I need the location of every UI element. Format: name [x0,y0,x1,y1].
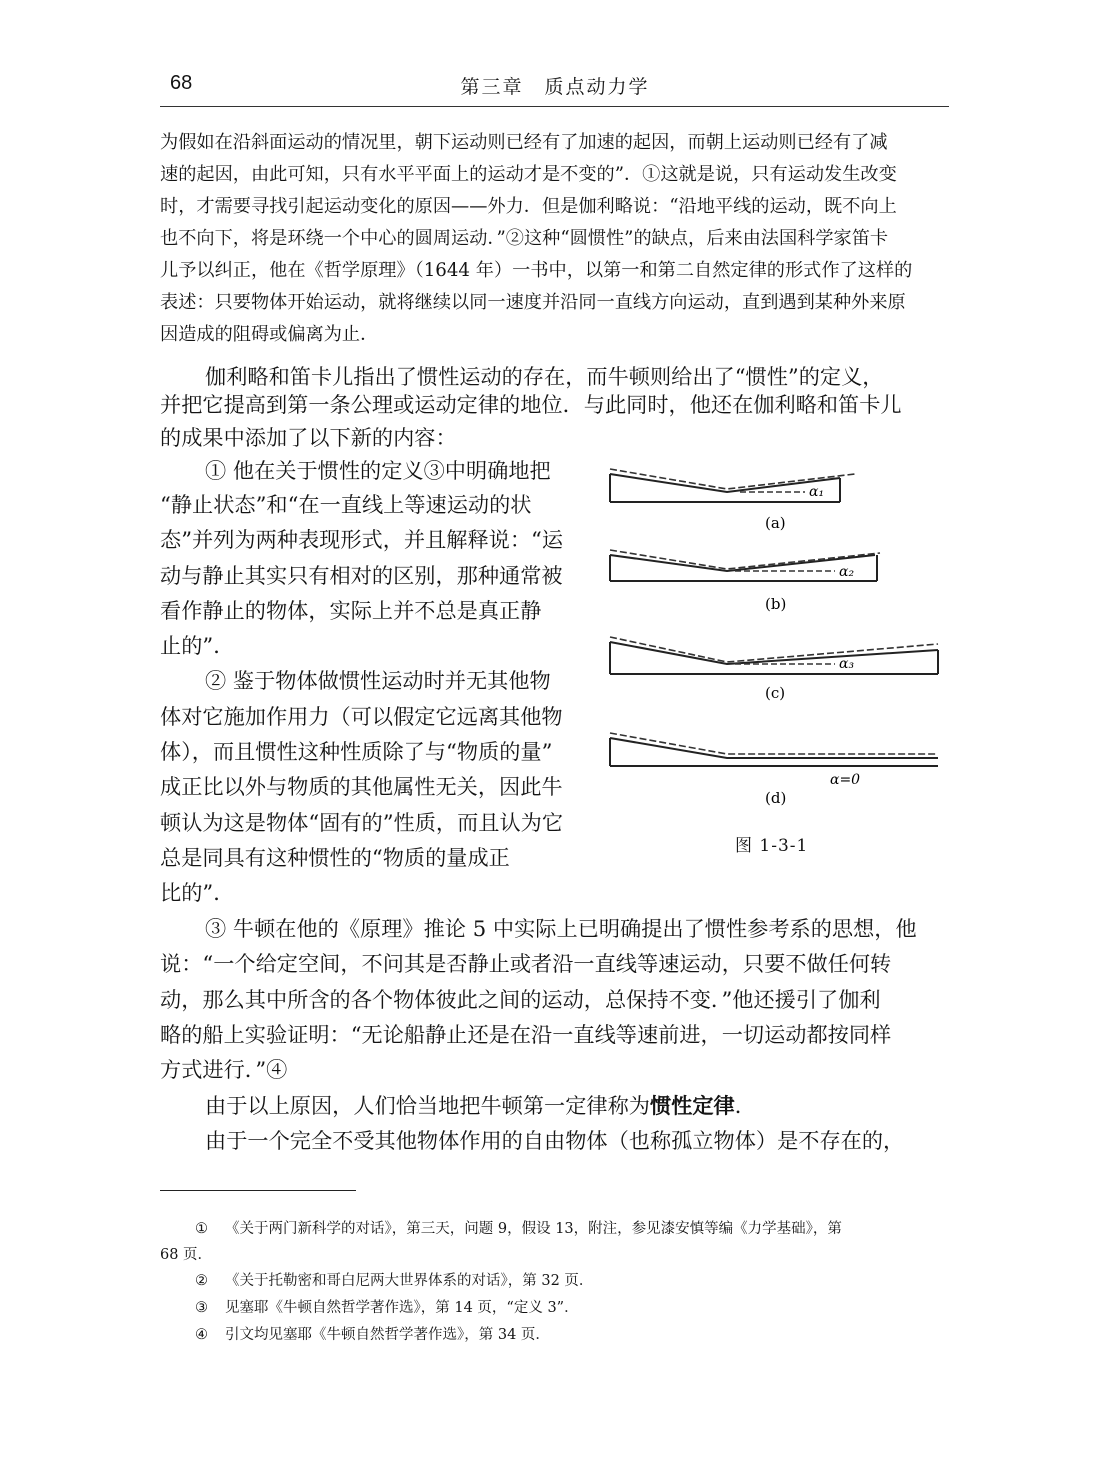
footnote-text: 引文均见塞耶《牛顿自然哲学著作选》，第 34 页． [225,1327,550,1343]
law-term: 惯性定律 [649,1093,735,1118]
text-line: 体），而且惯性这种性质除了与“物质的量” [160,739,553,764]
text-line: 为假如在沿斜面运动的情况里，朝下运动则已经有了加速的起因，而朝上运动则已经有了减 [160,132,888,153]
footnote-text: 《关于两门新科学的对话》，第三天，问题 9，假设 13，附注，参见漆安慎等编《力学基础》，第 [225,1221,842,1237]
text-line: 止的”． [160,633,235,658]
figure-svg [605,462,945,862]
footnote-rule [160,1190,356,1191]
text-line: ① 他在关于惯性的定义③中明确地把 [205,458,551,483]
text-line: 时，才需要寻找引起运动变化的原因——外力．但是伽利略说：“沿地平线的运动，既不向上 [160,196,897,217]
text-line: 动，那么其中所含的各个物体彼此之间的运动，总保持不变．”他还援引了伽利 [160,987,881,1012]
figure-caption: 图 1-3-1 [735,836,809,856]
text-line: 略的船上实验证明：“无论船静止还是在沿一直线等速前进，一切运动都按同样 [160,1022,892,1047]
angle-label: α₃ [839,656,855,672]
footnote-mark: ② [195,1273,208,1289]
panel-label: (a) [765,514,786,532]
law-prefix: 由于以上原因，人们恰当地把牛顿第一定律称为 [205,1093,650,1118]
page-number: 68 [170,72,193,94]
panel-a [610,469,855,532]
text-line: 方式进行．”④ [160,1057,288,1082]
text-line: ③ 牛顿在他的《原理》推论 5 中实际上已明确提出了惯性参考系的思想，他 [205,916,917,941]
footnote-mark: ④ [195,1327,208,1343]
panel-label: (d) [765,789,787,807]
footnote-text-continued: 68 页． [160,1247,213,1263]
text-line: “静止状态”和“在一直线上等速运动的状 [160,492,532,517]
text-line: 态”并列为两种表现形式，并且解释说：“运 [160,527,564,552]
footnote-text: 《关于托勒密和哥白尼两大世界体系的对话》，第 32 页． [225,1273,594,1289]
text-line: 伽利略和笛卡儿指出了惯性运动的存在，而牛顿则给出了“惯性”的定义， [205,364,884,389]
text-line: 并把它提高到第一条公理或运动定律的地位．与此同时，他还在伽利略和笛卡儿 [160,392,902,417]
text-line: 儿予以纠正，他在《哲学原理》（1644 年）一书中，以第一和第二自然定律的形式作了这样的 [160,260,913,281]
text-line: 表述：只要物体开始运动，就将继续以同一速度并沿同一直线方向运动，直到遇到某种外来原 [160,292,906,313]
inclined-plane-figure [605,462,945,862]
text-line: 因造成的阻碍或偏离为止． [160,324,379,345]
angle-label: α₂ [839,564,855,580]
header-rule [160,106,949,107]
text-line: 总是同具有这种惯性的“物质的量成正 [160,845,510,870]
footnote-text: 见塞耶《牛顿自然哲学著作选》，第 14 页，“定义 3”． [225,1300,579,1316]
text-line: 看作静止的物体，实际上并不总是真正静 [160,598,542,623]
chapter-title: 第三章 质点动力学 [460,76,650,98]
text-line: 速的起因，由此可知，只有水平平面上的运动才是不变的”．①这就是说，只有运动发生改变 [160,164,897,185]
text-line: 也不向下，将是环绕一个中心的圆周运动．”②这种“圆惯性”的缺点，后来由法国科学家笛卡 [160,228,889,249]
text-line: 说：“一个给定空间，不问其是否静止或者沿一直线等速运动，只要不做任何转 [160,951,892,976]
text-line: 成正比以外与物质的其他属性无关，因此牛 [160,774,563,799]
footnote-mark: ③ [195,1300,208,1316]
text-line: 体对它施加作用力（可以假定它远离其他物 [160,704,563,729]
panel-b [610,550,880,613]
panel-d [610,733,938,807]
text-line: 的成果中添加了以下新的内容： [160,425,457,450]
law-statement [205,1086,756,1126]
angle-label: α=0 [830,772,861,788]
panel-c [610,637,938,702]
text-line: 顿认为这是物体“固有的”性质，而且认为它 [160,810,564,835]
angle-label: α₁ [809,484,825,500]
panel-label: (b) [765,595,787,613]
footnote-mark: ① [195,1221,208,1237]
panel-label: (c) [765,684,786,702]
text-line: ② 鉴于物体做惯性运动时并无其他物 [205,668,551,693]
text-line: 动与静止其实只有相对的区别，那种通常被 [160,563,563,588]
text-line: 由于一个完全不受其他物体作用的自由物体（也称孤立物体）是不存在的， [205,1128,905,1153]
law-suffix: ． [734,1093,756,1118]
text-line: 比的”． [160,880,235,905]
